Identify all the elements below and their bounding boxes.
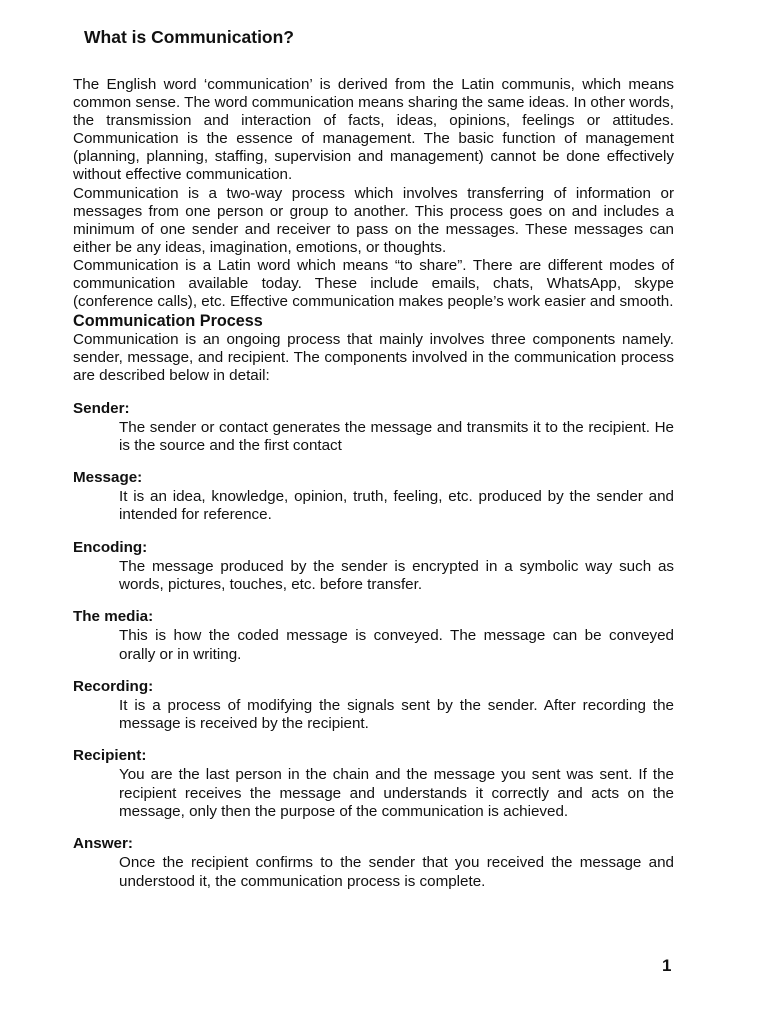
- component-recipient: [73, 747, 674, 821]
- component-label: Sender:: [73, 399, 130, 417]
- page-title: What is Communication?: [84, 27, 294, 47]
- component-recording: [73, 678, 674, 734]
- component-encoding: [73, 539, 674, 595]
- process-intro-paragraph: Communication is an ongoing process that mainly involves three components namely. sender, message, and recipient. The components involved in the communication process are described below in detail:: [73, 331, 674, 385]
- component-label: Recipient:: [73, 747, 147, 765]
- intro-paragraph: The English word ‘communication’ is derived from the Latin communis, which means common sense. The word communication means sharing the same ideas. In other words, the transmission and interaction of facts, ideas, opinions, feelings or attitudes. Communication is the essence of management. The basic function of management (planning, planning, staffing, supervision and management) cannot be done effectively without effective communication.: [73, 76, 674, 184]
- component-description: This is how the coded message is conveyed. The message can be conveyed orally or in writing.: [119, 627, 674, 663]
- component-description: It is an idea, knowledge, opinion, truth, feeling, etc. produced by the sender and intended for reference.: [119, 488, 674, 524]
- page-number: 1: [662, 956, 672, 975]
- component-label: Encoding:: [73, 538, 148, 556]
- component-sender: [73, 400, 674, 456]
- component-description: Once the recipient confirms to the sender that you received the message and understood it, the communication process is complete.: [119, 854, 674, 890]
- document-body: [73, 76, 674, 891]
- component-label: The media:: [73, 608, 154, 626]
- component-answer: [73, 835, 674, 891]
- component-description: The sender or contact generates the message and transmits it to the recipient. He is the source and the first contact: [119, 418, 674, 454]
- component-media: [73, 608, 674, 664]
- component-description: It is a process of modifying the signals sent by the sender. After recording the message is received by the recipient.: [119, 696, 674, 733]
- intro-paragraph: Communication is a two-way process which involves transferring of information or messages from one person or group to another. This process goes on and includes a minimum of one sender and receiver to pass on the messages. These messages can either be any ideas, imagination, emotions, or thoughts.: [73, 184, 674, 256]
- component-label: Recording:: [73, 677, 154, 695]
- component-label: Answer:: [73, 835, 133, 853]
- component-description: You are the last person in the chain and the message you sent was sent. If the recipient receives the message and understands it correctly and acts on the message, only then the purpose of the communication is achieved.: [119, 766, 674, 821]
- component-label: Message:: [73, 469, 143, 487]
- component-message: [73, 469, 674, 525]
- intro-paragraph: Communication is a Latin word which means “to share”. There are different modes of communication available today. These include emails, chats, WhatsApp, skype (conference calls), etc. Effective communication makes people’s work easier and smooth.: [73, 256, 674, 311]
- section-heading: Communication Process: [73, 312, 263, 331]
- component-description: The message produced by the sender is encrypted in a symbolic way such as words, pictures, touches, etc. before transfer.: [119, 557, 674, 593]
